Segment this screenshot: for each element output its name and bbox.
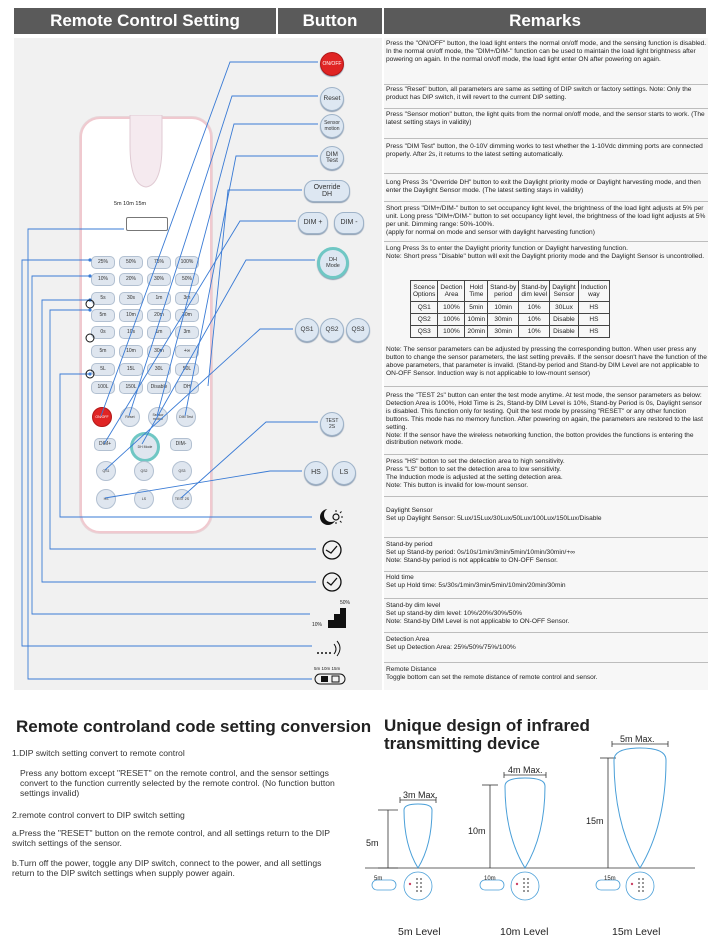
override-dh-button[interactable]: [304, 180, 350, 202]
qs3-label: QS3: [351, 325, 365, 333]
remote-key[interactable]: 10m: [119, 309, 143, 322]
qs3-button[interactable]: [346, 318, 370, 342]
table-row: [411, 302, 610, 314]
remote-dh-mode[interactable]: [130, 432, 160, 462]
remote-qs1-label: QS1: [102, 469, 110, 473]
ir-beam-icon: [126, 115, 166, 191]
dh-mode-label: DH Mode: [326, 256, 340, 269]
remote-reset-button[interactable]: [120, 407, 140, 427]
remote-qs3[interactable]: [172, 461, 192, 481]
remote-key[interactable]: 30s: [119, 292, 143, 305]
infrared-diagram: [360, 720, 720, 930]
table-cell: 10%: [519, 314, 550, 326]
table-cell: 30min: [488, 326, 519, 338]
remote-key[interactable]: 30L: [147, 363, 171, 376]
conversion-step-2a: a.Press the "RESET" button on the remote control, and all settings return to the DIP switch settings of the sensor.: [12, 828, 330, 848]
daylight-sensor-icon: [318, 506, 346, 528]
remote-key[interactable]: 150L: [119, 381, 143, 394]
remote-qs2[interactable]: [134, 461, 154, 481]
table-cell: Disable: [550, 314, 578, 326]
qs2-label: QS2: [325, 325, 339, 333]
override-dh-label: Override DH: [313, 183, 341, 198]
remote-key[interactable]: 50L: [175, 363, 199, 376]
table-header-cell: Stand-by period: [488, 281, 519, 302]
remote-key[interactable]: 10m: [119, 345, 143, 358]
scene-options-table: [410, 280, 610, 338]
table-cell: HS: [578, 302, 609, 314]
remote-key[interactable]: 5s: [91, 292, 115, 305]
sensor-motion-button[interactable]: [320, 114, 344, 138]
remote-qs2-label: QS2: [140, 469, 148, 473]
remark-remote-distance: Remote Distance Toggle bottom can set the remote distance of remote control and sensor.: [386, 666, 598, 681]
remark-reset: Press "Reset" button, all parameters are same as setting of DIP switch or factory settings. Note: Only the product has DIP switch, it will revert to the current DIP setting.: [384, 86, 708, 109]
test-2s-button[interactable]: [320, 412, 344, 436]
remote-key[interactable]: 3m: [175, 326, 199, 339]
remark-daylight: Daylight Sensor Set up Daylight Sensor: 5Lux/15Lux/30Lux/50Lux/100Lux/150Lux/Disable: [384, 505, 708, 538]
remote-key[interactable]: 3m: [175, 292, 199, 305]
remote-key[interactable]: DH: [175, 381, 199, 394]
dh-mode-button[interactable]: [317, 247, 349, 279]
remark-hold-time: Hold time Set up Hold time: 5s/30s/1min/3min/5min/10min/20min/30min: [384, 572, 708, 599]
remote-onoff-label: ON/OFF: [95, 415, 109, 419]
remote-dh-label: DH Mode: [137, 445, 153, 449]
onoff-label: ON/OFF: [322, 60, 342, 67]
qs1-label: QS1: [300, 325, 314, 333]
remark-standby-dim: Stand-by dim level Set up stand-by dim level: 10%/20%/30%/50% Note: Stand-by DIM Level is not applicable to ON-OFF Sensor.: [384, 600, 708, 633]
remote-key[interactable]: 1m: [147, 292, 171, 305]
remote-qs3-label: QS3: [178, 469, 186, 473]
table-cell: 10min: [465, 314, 488, 326]
conversion-title: Remote controland code setting conversion: [16, 717, 372, 736]
remote-qs1[interactable]: [96, 461, 116, 481]
remote-key[interactable]: 5L: [91, 363, 115, 376]
remote-key[interactable]: 10s: [119, 326, 143, 339]
table-cell: 10%: [519, 302, 550, 314]
remark-dim: Short press "DIM+/DIM-" button to set occupancy light level, the brightness of the load light adjusts at 5% per unit. Long press "DIM+/DIM-" button to set occupancy light level, the brightness of the load light adjusts at 5% per unit. Dimming range: 50%-100%. (apply for normal on mode and sensor with daylight harvesting function): [384, 205, 708, 242]
remote-dimtest-button[interactable]: [176, 407, 196, 427]
switch-10m-label: 10m: [484, 876, 496, 882]
remote-key[interactable]: 5m: [91, 309, 115, 322]
height-15m-label: 15m: [586, 816, 604, 826]
table-cell: QS3: [411, 326, 438, 338]
table-cell: 100%: [438, 326, 465, 338]
remote-distance-label: 5m 10m 15m: [114, 201, 147, 207]
table-cell: HS: [578, 326, 609, 338]
remote-key[interactable]: 5m: [91, 345, 115, 358]
remote-key[interactable]: 30m: [175, 309, 199, 322]
remark-override-dh: Long Press 3s "Override DH" button to exit the Daylight priority mode or Daylight harvesting mode, and then enter the Daylight Sensor mode. (The latest setting stays in validity): [384, 179, 708, 202]
remote-side-icons: [84, 252, 96, 392]
distance-toggle-icon: [314, 672, 346, 686]
remote-dimtest-label: DIM Test: [179, 415, 193, 419]
table-header-row: [411, 281, 610, 302]
table-header-cell: Induction way: [578, 281, 609, 302]
table-cell: 5min: [465, 302, 488, 314]
remote-ls[interactable]: [134, 489, 154, 509]
hold-time-icon: [320, 570, 344, 594]
table-header-cell: Stand-by dim level: [519, 281, 550, 302]
conversion-step-1: 1.DIP switch setting convert to remote control: [12, 748, 185, 758]
dim-10-label: 10%: [312, 622, 323, 628]
table-cell: 100%: [438, 314, 465, 326]
remote-dim-plus[interactable]: DIM+: [94, 438, 116, 451]
remote-key[interactable]: 20%: [119, 273, 143, 286]
onoff-button[interactable]: [320, 52, 344, 76]
remote-reset-label: Reset: [125, 415, 135, 419]
table-cell: 10%: [519, 326, 550, 338]
level-15m-label: 15m Level: [612, 926, 661, 938]
remark-dim-test: Press "DIM Test" button, the 0-10V dimming works to test whether the 1-10Vdc dimming ports are connected properly. After 2s, it returns to the latest setting automatically.: [384, 143, 708, 174]
remark-standby-period: Stand-by period Set up Stand-by period: 0s/10s/1min/3min/5min/10min/30min/+∞ Note: Stand-by period is not applicable to ON-OFF Sensor.: [384, 539, 708, 572]
distance-switch[interactable]: [126, 217, 168, 231]
dim-plus-label: DIM +: [303, 218, 323, 226]
header-remote-control-setting: Remote Control Setting: [14, 8, 276, 34]
reset-label: Reset: [323, 94, 341, 102]
dim-test-button[interactable]: [320, 146, 344, 170]
max-5m-label: 5m Max.: [620, 734, 655, 744]
remote-hs-label: HS: [103, 497, 109, 501]
remote-key[interactable]: +∞: [175, 345, 199, 358]
remote-key[interactable]: 30m: [147, 345, 171, 358]
remote-dim-minus[interactable]: DIM-: [170, 438, 192, 451]
remote-sensor-button[interactable]: [148, 407, 168, 427]
infrared-title: Unique design of infrared transmitting device: [384, 716, 590, 753]
level-10m-label: 10m Level: [500, 926, 549, 938]
header-remarks: Remarks: [384, 8, 706, 34]
switch-5m-label: 5m: [374, 876, 383, 882]
table-cell: 100%: [438, 302, 465, 314]
conversion-step-2: 2.remote control convert to DIP switch setting: [12, 810, 185, 820]
distance-icon-label: 5m 10m 15m: [314, 666, 341, 671]
remote-test[interactable]: [172, 489, 192, 509]
remote-ls-label: LS: [141, 497, 147, 501]
table-cell: 20min: [465, 326, 488, 338]
height-10m-label: 10m: [468, 826, 486, 836]
sensor-motion-label: Sensor motion: [324, 119, 340, 132]
remote-onoff-button[interactable]: [92, 407, 112, 427]
remote-key[interactable]: 30%: [147, 273, 171, 286]
hs-button[interactable]: [304, 461, 328, 485]
remote-key[interactable]: 75%: [147, 256, 171, 269]
remote-key[interactable]: 50%: [175, 273, 199, 286]
table-cell: 10min: [488, 302, 519, 314]
ls-button[interactable]: [332, 461, 356, 485]
conversion-step-2b: b.Turn off the power, toggle any DIP switch, connect to the power, and all settings return to the DIP switch settings when supply power again.: [12, 858, 322, 878]
switch-15m-label: 15m: [604, 876, 616, 882]
max-3m-label: 3m Max.: [403, 790, 438, 800]
dim-minus-label: DIM -: [340, 218, 358, 226]
qs2-button[interactable]: [320, 318, 344, 342]
qs1-button[interactable]: [295, 318, 319, 342]
level-5m-label: 5m Level: [398, 926, 441, 938]
remark-sensor-motion: Press "Sensor motion" button, the light quits from the normal on/off mode, and the sensor starts to work. (The latest setting stays in validity): [384, 111, 708, 139]
test-2s-label: TEST 2S: [325, 417, 339, 430]
conversion-step-1-detail: Press any bottom except "RESET" on the remote control, and the sensor settings convert to the function currently selected by the remote control. (No function button settings invalid): [20, 768, 335, 798]
remark-test: Press the "TEST 2s" button can enter the test mode anytime. At test mode, the sensor parameters as below: Detection Area is 100%, Hold Time is 2s, Stand-by DIM Level is 10%, Stand-by Period is 0s, Daylight sensor is disabled. This function only for testing. Quit the test mode by pressing "RESET" or any other function buttons. This mode has no memory function. After powering on again, the parameters are restored to the last setting. Note: If the sensor have the wireless networking function, the botton provides the functions is entering the distribution network mode.: [384, 392, 708, 455]
remark-hs-ls: Press "HS" botton to set the detection area to high sensitivity. Press "LS" botton to set the detection area to low sensitivity. The Induction mode is adjusted at the setting detection area. Note: This button is invalid for low-mount sensor.: [384, 458, 708, 497]
table-header-cell: Scence Options: [411, 281, 438, 302]
dim-plus-button[interactable]: [298, 212, 328, 234]
table-cell: 30min: [488, 314, 519, 326]
header-button: Button: [278, 8, 382, 34]
dim-50-label: 50%: [340, 600, 351, 606]
remote-key[interactable]: Disable: [147, 381, 171, 394]
table-header-cell: Dection Area: [438, 281, 465, 302]
max-4m-label: 4m Max.: [508, 765, 543, 775]
detection-area-icon: [316, 636, 346, 658]
table-cell: QS2: [411, 314, 438, 326]
remote-sensor-label: Sensor motion: [152, 413, 164, 421]
ls-label: LS: [339, 468, 349, 476]
remote-key[interactable]: 15L: [119, 363, 143, 376]
remark-detection-area: Detection Area Set up Detection Area: 25%/50%/75%/100%: [384, 634, 708, 663]
remote-key[interactable]: 100%: [175, 256, 199, 269]
table-cell: QS1: [411, 302, 438, 314]
hs-label: HS: [311, 468, 321, 476]
dim-test-label: DIM Test: [326, 150, 338, 164]
height-5m-label: 5m: [366, 838, 379, 848]
table-header-cell: Hold Time: [465, 281, 488, 302]
remote-hs[interactable]: [96, 489, 116, 509]
remote-key[interactable]: 1m: [147, 326, 171, 339]
table-header-cell: Daylight Sensor: [550, 281, 578, 302]
reset-button[interactable]: [320, 87, 344, 111]
remote-key[interactable]: 20m: [147, 309, 171, 322]
table-cell: 30Lux: [550, 302, 578, 314]
remote-key[interactable]: 10%: [91, 273, 115, 286]
remote-key[interactable]: 50%: [119, 256, 143, 269]
dim-minus-button[interactable]: [334, 212, 364, 234]
remote-key[interactable]: 25%: [91, 256, 115, 269]
table-cell: HS: [578, 314, 609, 326]
table-row: [411, 314, 610, 326]
table-cell: Disable: [550, 326, 578, 338]
table-row: [411, 326, 610, 338]
standby-period-icon: [320, 538, 344, 562]
remote-key[interactable]: 0s: [91, 326, 115, 339]
remark-onoff: Press the "ON/OFF" button, the load light enters the normal on/off mode, and the sensing function is disabled. In the normal on/off mode, the "DIM+/DIM-" function can be used to maintain the load light brightness after powering on again. In the normal on/off mode, the load light enter ON after powering on again.: [384, 40, 708, 85]
remark-scene: Note: The sensor parameters can be adjusted by pressing the corresponding button. When user press any button to change the sensor parameters, the last setting prevails. If the sensor doesn't have the function of the above parameters, that parameter is invalid. (Stand-by period and Stand-by DIM Level are not applicable to ON-OFF Sensor. Induction way is not applicable to low-mount sensor): [384, 346, 708, 387]
remark-dh-mode: Long Press 3s to enter the Daylight priority function or Daylight harvesting function. Note: Short press "Disable" button will exit the Daylight priority mode and the Daylight Sensor is uncontrolled.: [386, 245, 705, 260]
remote-key[interactable]: 100L: [91, 381, 115, 394]
remote-test-label: TEST 2S: [174, 497, 190, 501]
